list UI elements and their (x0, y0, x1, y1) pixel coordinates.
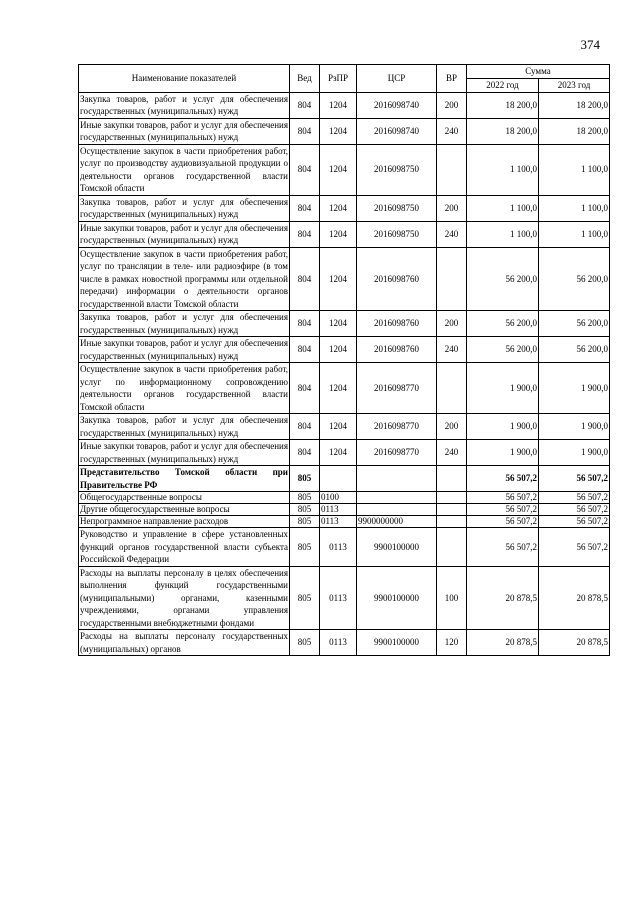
row-vr: 200 (437, 195, 467, 221)
row-ved: 805 (290, 466, 320, 492)
row-csr: 2016098750 (357, 221, 437, 247)
row-rzpr: 0113 (320, 528, 357, 567)
row-sum-2022: 1 900,0 (467, 363, 539, 414)
table-row (79, 440, 610, 466)
row-csr: 9900100000 (357, 528, 437, 567)
row-sum-2023: 1 900,0 (539, 440, 610, 466)
row-name: Закупка товаров, работ и услуг для обеспечения государственных (муниципальных) нужд (80, 196, 288, 219)
row-sum-2022: 56 200,0 (467, 247, 539, 311)
row-csr (357, 492, 437, 504)
row-ved: 804 (290, 144, 320, 195)
row-name: Расходы на выплаты персоналу в целях обеспечения выполнения функций государственными (муниципальными) органами, казенными учреждениями, органами управления государственными внебюджетными фондами (80, 567, 288, 628)
row-sum-2023: 1 100,0 (539, 195, 610, 221)
row-sum-2022: 56 200,0 (467, 311, 539, 337)
row-name: Закупка товаров, работ и услуг для обеспечения государственных (муниципальных) нужд (80, 415, 288, 438)
row-sum-2022: 1 900,0 (467, 414, 539, 440)
row-name: Непрограммное направление расходов (79, 516, 290, 528)
row-csr: 2016098740 (357, 92, 437, 118)
row-vr (437, 466, 467, 492)
row-sum-2022: 56 507,2 (467, 504, 539, 516)
row-vr (437, 528, 467, 567)
row-name: Расходы на выплаты персоналу государственных (муниципальных) органов (80, 631, 288, 654)
row-csr: 9900000000 (357, 516, 437, 528)
table-row-department (79, 466, 610, 492)
row-ved: 805 (290, 504, 320, 516)
table-row (79, 504, 610, 516)
row-ved: 804 (290, 363, 320, 414)
table-row (79, 311, 610, 337)
table-row (79, 528, 610, 567)
row-csr: 2016098770 (357, 440, 437, 466)
row-rzpr (320, 466, 357, 492)
table-row (79, 195, 610, 221)
row-sum-2023: 56 507,2 (539, 492, 610, 504)
row-ved: 805 (290, 492, 320, 504)
table-row (79, 144, 610, 195)
row-vr: 240 (437, 221, 467, 247)
row-sum-2023: 1 900,0 (539, 363, 610, 414)
header-csr: ЦСР (357, 65, 437, 93)
row-vr (437, 363, 467, 414)
row-sum-2022: 1 900,0 (467, 440, 539, 466)
row-sum-2023: 56 200,0 (539, 337, 610, 363)
row-sum-2022: 1 100,0 (467, 144, 539, 195)
row-sum-2022: 18 200,0 (467, 92, 539, 118)
header-vr: ВР (437, 65, 467, 93)
row-ved: 804 (290, 118, 320, 144)
row-rzpr: 1204 (320, 414, 357, 440)
row-sum-2023: 56 507,2 (539, 516, 610, 528)
header-name: Наименование показателей (79, 65, 290, 93)
row-csr: 2016098760 (357, 337, 437, 363)
row-ved: 804 (290, 92, 320, 118)
row-ved: 805 (290, 528, 320, 567)
row-name: Закупка товаров, работ и услуг для обеспечения государственных (муниципальных) нужд (80, 93, 288, 116)
row-name: Осуществление закупок в части приобретения работ, услуг по информационному сопровождению деятельности органов государственной власти Томской области (80, 364, 288, 412)
row-sum-2022: 20 878,5 (467, 630, 539, 656)
row-ved: 804 (290, 247, 320, 311)
row-sum-2022: 56 507,2 (467, 528, 539, 567)
table-row (79, 492, 610, 504)
row-rzpr: 1204 (320, 144, 357, 195)
row-rzpr: 1204 (320, 311, 357, 337)
row-vr: 200 (437, 92, 467, 118)
row-name: Иные закупки товаров, работ и услуг для обеспечения государственных (муниципальных) нужд (80, 222, 288, 245)
row-ved: 804 (290, 311, 320, 337)
row-csr: 9900100000 (357, 566, 437, 630)
row-name: Осуществление закупок в части приобретения работ, услуг по трансляции в теле- или радиоэфире (в том числе в рамках новостной программы или отдельной передачи) информации о деятельности органов государственной власти Томской области (80, 248, 288, 309)
row-csr (357, 504, 437, 516)
row-vr: 240 (437, 118, 467, 144)
row-sum-2022: 56 507,2 (467, 492, 539, 504)
table-row (79, 516, 610, 528)
row-vr (437, 247, 467, 311)
table-row (79, 118, 610, 144)
row-rzpr: 1204 (320, 118, 357, 144)
row-ved: 804 (290, 337, 320, 363)
row-vr: 120 (437, 630, 467, 656)
row-sum-2023: 56 507,2 (539, 528, 610, 567)
row-sum-2023: 56 200,0 (539, 247, 610, 311)
table-row (79, 92, 610, 118)
row-csr (357, 466, 437, 492)
row-name: Представительство Томской области при Правительстве РФ (80, 467, 288, 490)
row-rzpr: 1204 (320, 221, 357, 247)
table-row (79, 337, 610, 363)
row-sum-2023: 20 878,5 (539, 566, 610, 630)
row-name: Иные закупки товаров, работ и услуг для обеспечения государственных (муниципальных) нужд (80, 119, 288, 142)
row-sum-2022: 1 100,0 (467, 221, 539, 247)
row-ved: 804 (290, 414, 320, 440)
row-sum-2023: 1 100,0 (539, 144, 610, 195)
row-ved: 804 (290, 440, 320, 466)
row-csr: 9900100000 (357, 630, 437, 656)
row-rzpr: 0113 (320, 516, 357, 528)
row-ved: 804 (290, 221, 320, 247)
row-sum-2023: 18 200,0 (539, 118, 610, 144)
row-vr: 100 (437, 566, 467, 630)
row-csr: 2016098750 (357, 144, 437, 195)
row-name: Осуществление закупок в части приобретения работ, услуг по производству аудиовизуальной продукции о деятельности органов государственной власти Томской области (80, 145, 288, 193)
row-rzpr: 0100 (320, 492, 357, 504)
row-vr (437, 504, 467, 516)
row-sum-2023: 56 507,2 (539, 466, 610, 492)
row-sum-2023: 18 200,0 (539, 92, 610, 118)
row-csr: 2016098760 (357, 311, 437, 337)
row-vr: 200 (437, 311, 467, 337)
row-csr: 2016098740 (357, 118, 437, 144)
row-sum-2022: 56 507,2 (467, 466, 539, 492)
row-csr: 2016098760 (357, 247, 437, 311)
table-row (79, 630, 610, 656)
row-ved: 804 (290, 195, 320, 221)
page-number: 374 (580, 37, 600, 52)
row-ved: 805 (290, 566, 320, 630)
row-rzpr: 0113 (320, 504, 357, 516)
row-rzpr: 1204 (320, 247, 357, 311)
row-sum-2023: 1 100,0 (539, 221, 610, 247)
table-row (79, 363, 610, 414)
row-rzpr: 1204 (320, 440, 357, 466)
row-name: Другие общегосударственные вопросы (79, 504, 290, 516)
row-sum-2023: 20 878,5 (539, 630, 610, 656)
row-sum-2022: 20 878,5 (467, 566, 539, 630)
table-row (79, 221, 610, 247)
header-ved: Вед (290, 65, 320, 93)
header-sum: Сумма (467, 65, 610, 79)
row-name: Иные закупки товаров, работ и услуг для обеспечения государственных (муниципальных) нужд (80, 441, 288, 464)
header-rzpr: РзПР (320, 65, 357, 93)
row-vr: 240 (437, 440, 467, 466)
row-csr: 2016098770 (357, 363, 437, 414)
table-row (79, 414, 610, 440)
row-sum-2022: 18 200,0 (467, 118, 539, 144)
row-vr: 240 (437, 337, 467, 363)
row-vr: 200 (437, 414, 467, 440)
row-name: Руководство и управление в сфере установленных функций органов государственной власти субъекта Российской Федерации (80, 529, 288, 564)
row-rzpr: 0113 (320, 566, 357, 630)
row-sum-2023: 56 507,2 (539, 504, 610, 516)
row-vr (437, 516, 467, 528)
row-vr (437, 144, 467, 195)
row-name: Общегосударственные вопросы (79, 492, 290, 504)
row-csr: 2016098750 (357, 195, 437, 221)
row-name: Закупка товаров, работ и услуг для обеспечения государственных (муниципальных) нужд (80, 312, 288, 335)
row-sum-2022: 56 200,0 (467, 337, 539, 363)
budget-table (78, 64, 610, 656)
row-sum-2022: 1 100,0 (467, 195, 539, 221)
table-row (79, 566, 610, 630)
header-year-2022: 2022 год (467, 79, 539, 93)
row-csr: 2016098770 (357, 414, 437, 440)
row-rzpr: 1204 (320, 363, 357, 414)
row-rzpr: 0113 (320, 630, 357, 656)
table-row (79, 247, 610, 311)
row-vr (437, 492, 467, 504)
row-rzpr: 1204 (320, 337, 357, 363)
row-rzpr: 1204 (320, 195, 357, 221)
row-ved: 805 (290, 516, 320, 528)
row-name: Иные закупки товаров, работ и услуг для обеспечения государственных (муниципальных) нужд (80, 338, 288, 361)
row-sum-2023: 1 900,0 (539, 414, 610, 440)
row-sum-2023: 56 200,0 (539, 311, 610, 337)
row-sum-2022: 56 507,2 (467, 516, 539, 528)
row-ved: 805 (290, 630, 320, 656)
row-rzpr: 1204 (320, 92, 357, 118)
header-year-2023: 2023 год (539, 79, 610, 93)
